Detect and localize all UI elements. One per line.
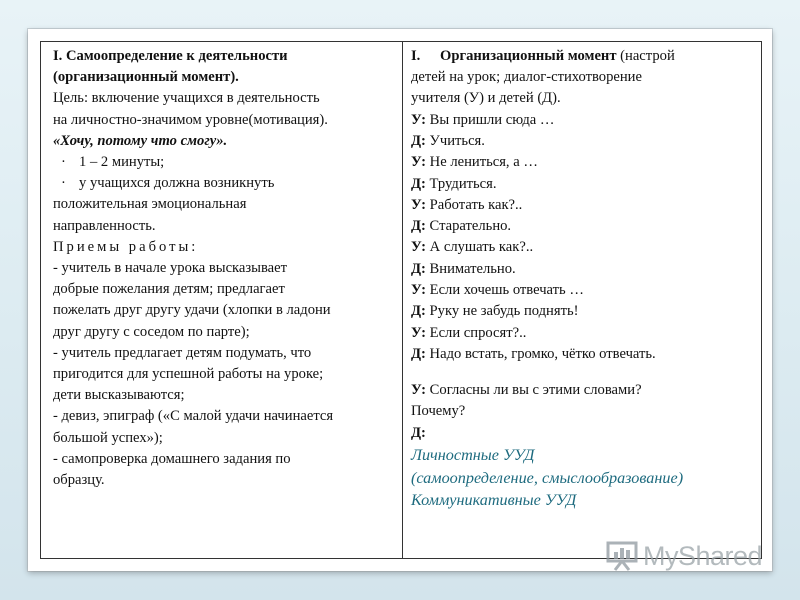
uud-line: Личностные УУД	[411, 446, 535, 465]
right-heading-line-2: детей на урок; диалог-стихотворение	[411, 69, 642, 86]
method-line: - учитель в начале урока высказывает	[53, 260, 287, 277]
slide	[28, 29, 772, 571]
speaker: Д:	[411, 303, 426, 320]
bullet-item	[53, 152, 402, 173]
bullet-dot: ·	[61, 175, 66, 192]
speaker: Д:	[411, 175, 426, 192]
speaker: Д:	[411, 345, 426, 362]
dialogue-text: Старательно.	[425, 218, 512, 235]
dialogue-text: Внимательно.	[425, 260, 516, 277]
dialogue-text: Если спросят?..	[426, 324, 527, 341]
dialogue-line	[411, 259, 757, 280]
right-heading	[411, 46, 757, 67]
lesson-table	[40, 41, 762, 559]
dialogue-line	[411, 344, 757, 365]
speaker: У:	[411, 154, 427, 171]
dialogue-text: Вы пришли сюда …	[426, 111, 555, 128]
question-line-2: Почему?	[411, 403, 466, 420]
speaker: Д:	[411, 260, 426, 277]
presentation-icon	[605, 541, 639, 571]
motto: «Хочу, потому что смогу».	[53, 132, 228, 149]
dialogue-text: Надо встать, громко, чётко отвечать.	[425, 345, 656, 362]
speaker: У:	[411, 111, 427, 128]
dialogue-text: Руку не забудь поднять!	[425, 303, 579, 320]
right-heading-bold: Организационный момент	[440, 48, 617, 64]
dialogue-line	[411, 280, 757, 301]
dialogue-line	[411, 174, 757, 195]
right-heading-rest: (настрой	[616, 48, 675, 64]
right-heading-line-3: учителя (У) и детей (Д).	[411, 90, 561, 107]
bullet-text: 1 – 2 минуты;	[79, 154, 165, 171]
method-line: друг другу с соседом по парте);	[53, 323, 250, 340]
answer-speaker: Д:	[411, 424, 426, 441]
left-heading-line-2: (организационный момент).	[53, 69, 239, 86]
left-cell	[41, 42, 403, 558]
speaker: Д:	[411, 218, 426, 235]
dialogue-line	[411, 301, 757, 322]
dialogue-line	[411, 216, 757, 237]
speaker: У:	[411, 281, 427, 298]
bullet-continuation: положительная эмоциональная	[53, 196, 247, 213]
dialogue-text: Учиться.	[425, 132, 485, 149]
method-line: пожелать друг другу удачи (хлопки в ладони	[53, 302, 331, 319]
dialogue-text: Не лениться, а …	[426, 154, 538, 171]
watermark-logo	[605, 540, 762, 572]
dialogue-text: Если хочешь отвечать …	[426, 281, 584, 298]
speaker: У:	[411, 196, 427, 213]
bullet-text: у учащихся должна возникнуть	[79, 175, 275, 192]
question-text: Согласны ли вы с этими словами?	[426, 382, 642, 399]
goal-line-1: Цель: включение учащихся в деятельность	[53, 90, 320, 107]
method-line: образцу.	[53, 472, 105, 489]
dialogue-line	[411, 152, 757, 173]
dialogue-line	[411, 237, 757, 258]
dialogue-line	[411, 110, 757, 131]
method-line: пригодится для успешной работы на уроке;	[53, 366, 324, 383]
right-heading-number: I.	[411, 48, 421, 64]
speaker: Д:	[411, 132, 426, 149]
speaker: У:	[411, 382, 427, 399]
method-line: добрые пожелания детям; предлагает	[53, 281, 285, 298]
dialogue-line	[411, 323, 757, 344]
right-cell	[403, 42, 761, 558]
watermark-text: MyShared	[643, 540, 763, 571]
methods-title: Приемы работы:	[53, 238, 199, 255]
method-line: дети высказываются;	[53, 387, 185, 404]
bullet-item	[53, 173, 402, 194]
method-line: - самопроверка домашнего задания по	[53, 450, 291, 467]
bullet-dot: ·	[61, 154, 66, 171]
bullet-continuation: направленность.	[53, 217, 156, 234]
goal-line-2: на личностно-значимом уровне(мотивация).	[53, 111, 328, 128]
speaker: У:	[411, 239, 427, 256]
dialogue-text: А слушать как?..	[426, 239, 534, 256]
uud-line: (самоопределение, смыслообразование)	[411, 468, 684, 487]
speaker: У:	[411, 324, 427, 341]
method-line: - учитель предлагает детям подумать, что	[53, 344, 312, 361]
dialogue-line	[411, 131, 757, 152]
question-line	[411, 380, 757, 401]
method-line: большой успех»);	[53, 429, 163, 446]
uud-line: Коммуникативные УУД	[411, 491, 577, 510]
method-line: - девиз, эпиграф («С малой удачи начинается	[53, 408, 334, 425]
dialogue-text: Трудиться.	[425, 175, 497, 192]
left-heading-line-1: I. Самоопределение к деятельности	[53, 48, 288, 64]
dialogue-line	[411, 195, 757, 216]
dialogue	[411, 110, 757, 366]
dialogue-text: Работать как?..	[426, 196, 523, 213]
